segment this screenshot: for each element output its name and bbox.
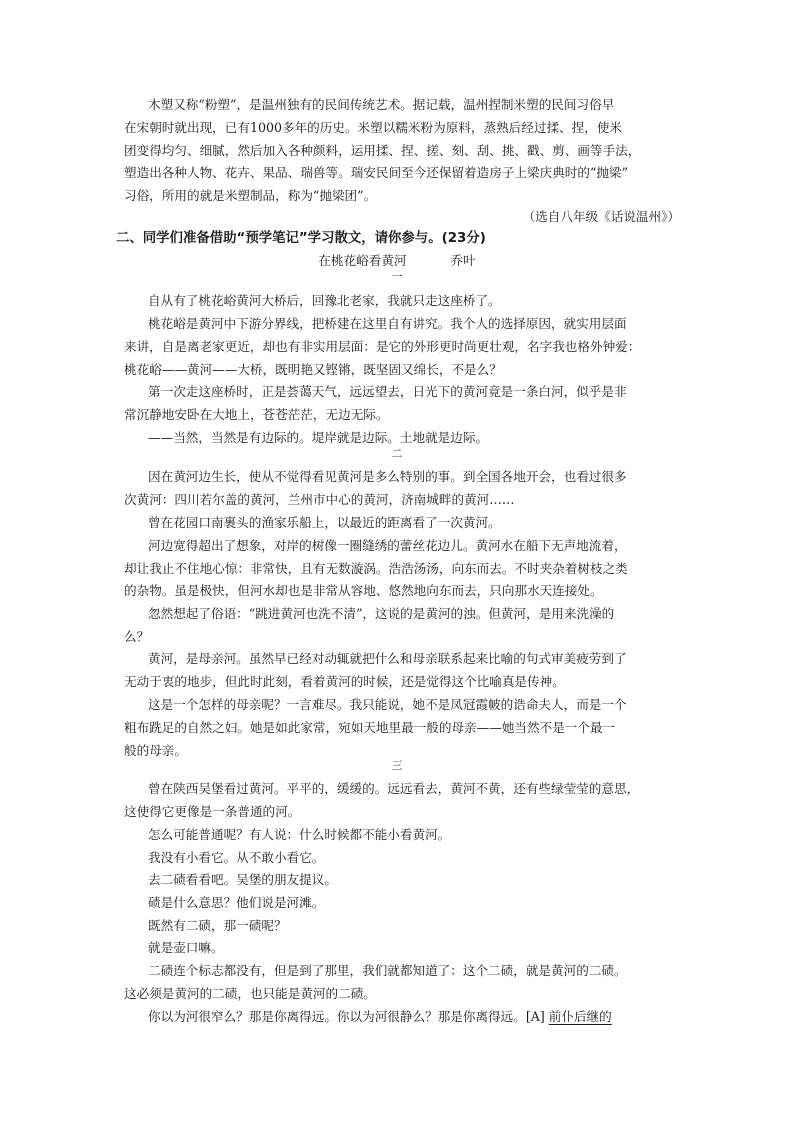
essay-paragraph-line: 来讲，自是离老家更近，却也有非实用层面：是它的外形更时尚更壮观，名字我也格外钟爱： (124, 339, 641, 354)
essay-paragraph: 这是一个怎样的母亲呢？一言难尽。我只能说，她不是凤冠霞帔的诰命夫人，而是一个 (148, 697, 627, 712)
essay-paragraph: 黄河，是母亲河。虽然早已经对动辄就把什么和母亲联系起来比喻的句式审美疲劳到了 (148, 651, 627, 666)
intro-line: 习俗，所用的就是米塑制品，称为“抛梁团”。 (124, 188, 377, 203)
essay-paragraph-line: 这使得它更像是一条普通的河。 (124, 804, 301, 819)
essay-paragraph: 我没有小看它。从不敢小看它。 (148, 850, 325, 865)
essay-text: 你以为河很窄么？那是你离得远。你以为河很静么？那是你离得远。[A] (148, 1009, 549, 1024)
essay-paragraph: 曾在陕西吴堡看过黄河。平平的，缓缓的。远远看去，黄河不黄，还有些绿莹莹的意思， (148, 781, 640, 796)
section-number: 三 (391, 759, 403, 772)
essay-paragraph-line: 的杂物。虽是极快，但河水却也是非常从容地、悠然地向东而去，只向那水天连接处。 (124, 583, 603, 598)
essay-title-line (0, 250, 794, 272)
essay-paragraph: 碛是什么意思？他们说是河滩。 (148, 895, 325, 910)
essay-paragraph: 桃花峪是黄河中下游分界线，把桥建在这里自有讲究。我个人的选择原因，就实用层面 (148, 316, 627, 331)
essay-paragraph: 自从有了桃花峪黄河大桥后，回豫北老家，我就只走这座桥了。 (148, 293, 501, 308)
essay-paragraph-line: 么？ (124, 629, 150, 644)
essay-paragraph-line: 粗布跣足的自然之妇。她是如此家常，宛如天地里最一般的母亲——她当然不是一个最一 (124, 720, 616, 735)
essay-paragraph-line: 无动于衷的地步，但此时此刻，看着黄河的时候，还是觉得这个比喻真是传神。 (124, 674, 565, 689)
essay-paragraph: 既然有二碛，那一碛呢？ (148, 918, 287, 933)
essay-paragraph: 因在黄河边生长，使从不觉得看见黄河是多么特别的事。到全国各地开会，也看过很多 (148, 469, 627, 484)
section-number: 二 (391, 447, 403, 460)
essay-paragraph: 就是壶口嘛。 (148, 940, 224, 955)
intro-line: 塑造出各种人物、花卉、果品、瑞兽等。瑞安民间至今还保留着造房子上梁庆典时的“抛梁” (124, 165, 629, 180)
underlined-phrase-a: 前仆后继的 (548, 1009, 612, 1024)
intro-source: （选自八年级《话说温州》） (522, 209, 680, 224)
essay-paragraph-line: 却让我止不住地心惊：非常快，且有无数漩涡。浩浩汤汤，向东而去。不时夹杂着树枝之类 (124, 561, 628, 576)
essay-paragraph-line: 般的母亲。 (124, 743, 187, 758)
essay-paragraph-line: 次黄河：四川若尔盖的黄河，兰州市中心的黄河，济南城畔的黄河…… (124, 492, 515, 507)
essay-paragraph: 河边宽得超出了想象，对岸的树像一圈缝绣的蕾丝花边儿。黄河水在船下无声地流着， (148, 538, 627, 553)
essay-paragraph: 第一次走这座桥时，正是荟蔼天气，远远望去，日光下的黄河竟是一条白河，似乎是非 (148, 384, 627, 399)
essay-paragraph-line: 常沉静地安卧在大地上，苍苍茫茫，无边无际。 (124, 407, 389, 422)
essay-paragraph-line: 这必须是黄河的二碛，也只能是黄河的二碛。 (124, 986, 376, 1001)
essay-paragraph: 二碛连个标志都没有，但是到了那里，我们就都知道了：这个二碛，就是黄河的二碛。 (148, 963, 627, 978)
intro-line: 木塑又称“粉塑”，是温州独有的民间传统艺术。据记载，温州捏制米塑的民间习俗早 (148, 97, 615, 112)
essay-paragraph: ——当然，当然是有边际的。堤岸就是边际。土地就是边际。 (148, 430, 489, 445)
essay-paragraph: 去二碛看看吧。吴堡的朋友提议。 (148, 872, 337, 887)
intro-line: 团变得均匀、细腻，然后加入各种颜料，运用揉、捏、搓、刻、刮、挑、戳、剪、画等手法， (124, 143, 641, 158)
essay-author: 乔叶 (450, 253, 476, 268)
essay-paragraph (148, 1006, 612, 1028)
essay-title: 在桃花峪看黄河 (318, 253, 407, 268)
essay-paragraph-line: 桃花峪——黄河——大桥，既明艳又铿锵，既坚固又绵长，不是么？ (124, 362, 502, 377)
essay-paragraph: 曾在花园口南裹头的渔家乐船上，以最近的距离看了一次黄河。 (148, 515, 501, 530)
essay-paragraph: 怎么可能普通呢？有人说：什么时候都不能小看黄河。 (148, 827, 451, 842)
essay-paragraph: 忽然想起了俗语：“跳进黄河也洗不清”，这说的是黄河的浊。但黄河，是用来洗澡的 (148, 606, 615, 621)
intro-line: 在宋朝时就出现，已有1000多年的历史。米塑以糯米粉为原料，蒸熟后经过揉、捏，使米 (124, 120, 623, 135)
section-number: 一 (391, 270, 403, 283)
section-heading: 二、同学们准备借助“预学笔记”学习散文，请你参与。(23分) (116, 231, 486, 246)
